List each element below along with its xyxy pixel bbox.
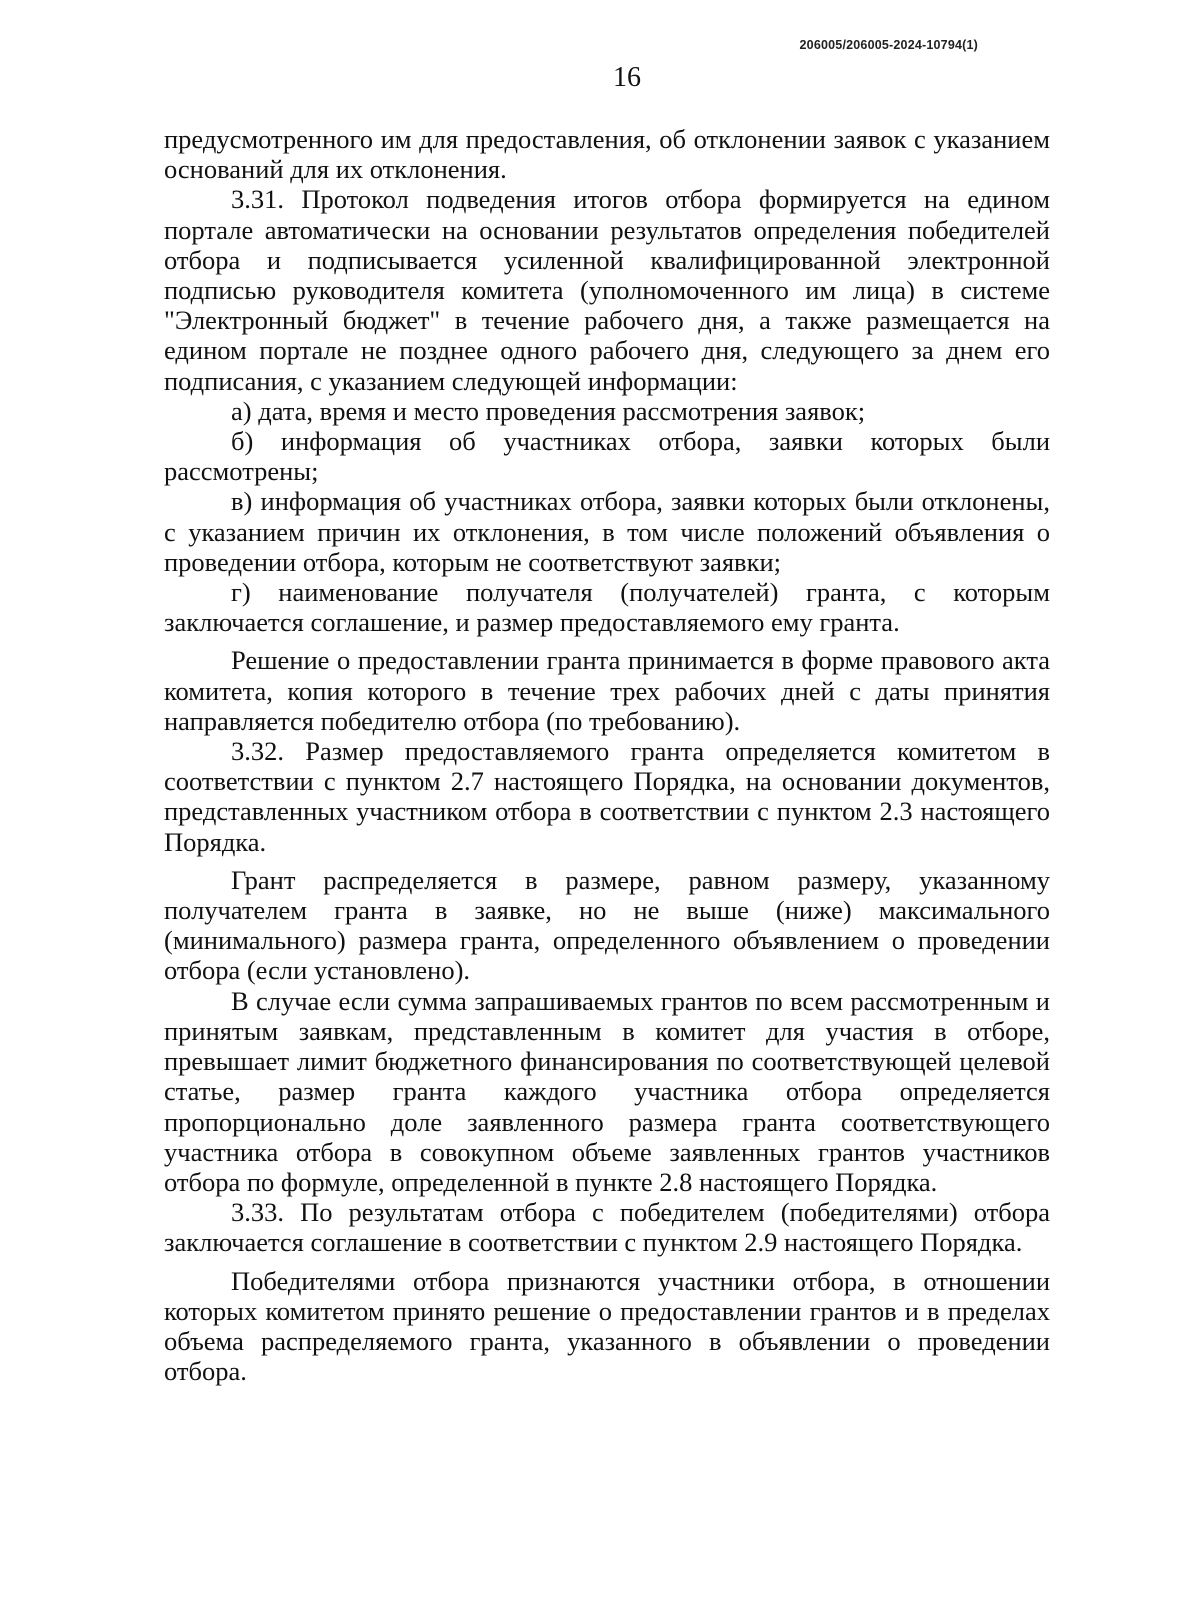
document-registration-number: 206005/206005-2024-10794(1) [799,38,978,52]
paragraph-proportional-grant: В случае если сумма запрашиваемых грантов по всем рассмотренным и принятым заявкам, представленным в комитет для участия в отборе, превышает лимит бюджетного финансирования по соответствующей целевой статье, размер гранта каждого участника отбора определяется пропорционально доле заявленного размера гранта соответствующего участника отбора в совокупном объеме заявленных грантов участников отбора по формуле, определенной в пункте 2.8 настоящего Порядка. [164,985,1050,1197]
paragraph-winners: Победителями отбора признаются участники отбора, в отношении которых комитетом принято решение о предоставлении грантов и в пределах объема распределяемого гранта, указанного в объявлении о проведении отбора. [164,1265,1050,1387]
page-number: 16 [613,62,641,93]
document-body [164,124,1050,1386]
paragraph-grant-decision: Решение о предоставлении гранта принимается в форме правового акта комитета, копия которого в течение трех рабочих дней с даты принятия направляется победителю отбора (по требованию). [164,645,1050,736]
paragraph-continuation: предусмотренного им для предоставления, об отклонении заявок с указанием оснований для их отклонения. [164,124,1050,185]
paragraph-3-33: 3.33. По результатам отбора с победителем (победителями) отбора заключается соглашение в соответствии с пунктом 2.9 настоящего Порядка. [164,1197,1050,1258]
paragraph-3-31: 3.31. Протокол подведения итогов отбора формируется на едином портале автоматически на основании результатов определения победителей отбора и подписывается усиленной квалифицированной электронной подписью руководителя комитета (уполномоченного им лица) в системе "Электронный бюджет" в течение рабочего дня, а также размещается на едином портале не позднее одного рабочего дня, следующего за днем его подписания, с указанием следующей информации: [164,184,1050,396]
paragraph-3-32: 3.32. Размер предоставляемого гранта определяется комитетом в соответствии с пунктом 2.7 настоящего Порядка, на основании документов, представленных участником отбора в соответствии с пунктом 2.3 настоящего Порядка. [164,736,1050,857]
list-item-b: б) информация об участниках отбора, заявки которых были рассмотрены; [164,426,1050,487]
list-item-v: в) информация об участниках отбора, заявки которых были отклонены, с указанием причин их отклонения, в том числе положений объявления о проведении отбора, которым не соответствуют заявки; [164,486,1050,577]
list-item-a: а) дата, время и место проведения рассмотрения заявок; [231,395,866,426]
list-item-g: г) наименование получателя (получателей) гранта, с которым заключается соглашение, и размер предоставляемого ему гранта. [164,577,1050,638]
paragraph-grant-distribution: Грант распределяется в размере, равном размеру, указанному получателем гранта в заявке, но не выше (ниже) максимального (минимального) размера гранта, определенного объявлением о проведении отбора (если установлено). [164,864,1050,986]
